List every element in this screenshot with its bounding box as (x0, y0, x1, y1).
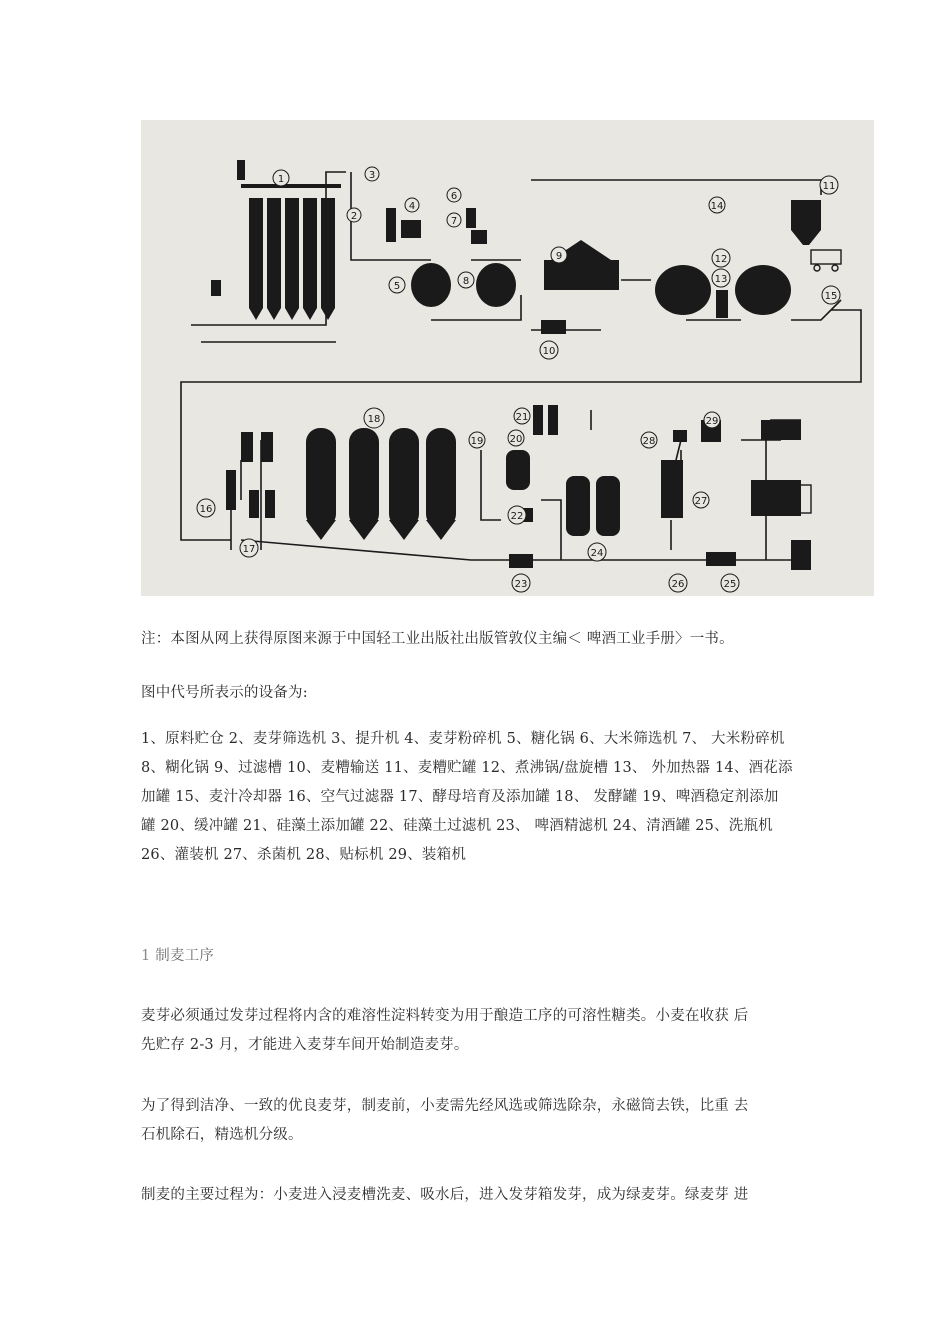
svg-text:1: 1 (277, 174, 285, 185)
diagram-label-5 (389, 277, 405, 293)
equipment-legend (141, 725, 821, 870)
diagram-label-3 (365, 167, 379, 181)
paragraph-line: 为了得到洁净、一致的优良麦芽，制麦前，小麦需先经风选或筛选除杂，永磁筒去铁，比重 去 (141, 1098, 749, 1114)
svg-text:16: 16 (199, 504, 213, 515)
svg-text:3: 3 (368, 170, 376, 181)
diagram-label-25 (721, 574, 739, 592)
paragraph-line: 石机除石，精选机分级。 (141, 1127, 303, 1143)
svg-text:12: 12 (714, 254, 728, 265)
diagram-label-8 (458, 272, 474, 288)
diagram-label-11 (820, 176, 838, 194)
svg-text:24: 24 (590, 548, 604, 559)
svg-text:27: 27 (694, 496, 708, 507)
svg-text:9: 9 (555, 251, 563, 262)
diagram-label-16 (197, 499, 215, 517)
diagram-svg (141, 120, 874, 596)
diagram-label-4 (405, 198, 419, 212)
svg-text:20: 20 (509, 434, 523, 445)
diagram-label-9 (551, 247, 567, 263)
diagram-label-28 (641, 432, 657, 448)
svg-text:10: 10 (542, 346, 556, 357)
diagram-label-23 (512, 574, 530, 592)
section-number: 1 (141, 948, 151, 964)
svg-text:15: 15 (824, 291, 838, 302)
diagram-label-29 (704, 412, 720, 428)
section-title: 制麦工序 (155, 948, 215, 964)
svg-text:19: 19 (470, 436, 484, 447)
svg-text:22: 22 (510, 511, 524, 522)
legend-line: 罐 20、缓冲罐 21、硅藻土添加罐 22、硅藻土过滤机 23、 啤酒精滤机 24、清酒罐 25、洗瓶机 (141, 818, 773, 834)
diagram-label-14 (709, 197, 725, 213)
paragraph (141, 1002, 821, 1060)
paragraph (141, 1092, 821, 1150)
diagram-label-10 (540, 341, 558, 359)
diagram-label-17 (240, 539, 258, 557)
svg-text:5: 5 (393, 281, 401, 292)
diagram-label-13 (712, 269, 730, 287)
diagram-label-20 (508, 430, 524, 446)
svg-text:21: 21 (515, 412, 529, 423)
diagram-label-2 (347, 208, 361, 222)
diagram-label-12 (712, 249, 730, 267)
diagram-label-22 (508, 506, 526, 524)
paragraph-line: 麦芽必须通过发芽过程将内含的难溶性淀料转变为用于酿造工序的可溶性糖类。小麦在收获 后 (141, 1008, 749, 1024)
diagram-label-1 (273, 170, 289, 186)
svg-text:23: 23 (514, 579, 528, 590)
diagram-label-27 (693, 492, 709, 508)
figure-note: 注：本图从网上获得原图来源于中国轻工业出版社出版管敦仪主编＜ 啤酒工业手册〉一书。 (141, 631, 734, 647)
diagram-label-15 (822, 286, 840, 304)
svg-text:26: 26 (671, 579, 685, 590)
svg-text:18: 18 (367, 414, 381, 425)
svg-text:28: 28 (642, 436, 656, 447)
legend-line: 26、灌装机 27、杀菌机 28、贴标机 29、装箱机 (141, 847, 467, 863)
legend-line: 1、原料贮仓 2、麦芽筛选机 3、提升机 4、麦芽粉碎机 5、糖化锅 6、大米筛选机 7、 大米粉碎机 (141, 731, 785, 747)
svg-text:6: 6 (450, 191, 458, 202)
svg-text:7: 7 (450, 216, 458, 227)
paragraph (141, 1182, 821, 1208)
legend-line: 8、糊化锅 9、过滤槽 10、麦糟输送 11、麦糟贮罐 12、煮沸锅/盘旋槽 13、 外加热器 14、酒花添 (141, 760, 793, 776)
svg-text:17: 17 (242, 544, 256, 555)
svg-text:8: 8 (462, 276, 470, 287)
fermenters (226, 405, 811, 570)
section-heading (141, 943, 821, 969)
svg-text:29: 29 (705, 416, 719, 427)
svg-text:13: 13 (714, 274, 728, 285)
diagram-label-24 (588, 543, 606, 561)
svg-text:4: 4 (408, 201, 416, 212)
legend-line: 加罐 15、麦汁冷却器 16、空气过滤器 17、酵母培育及添加罐 18、 发酵罐 19、啤酒稳定剂添加 (141, 789, 779, 805)
diagram-label-7 (447, 213, 461, 227)
svg-text:14: 14 (710, 201, 724, 212)
diagram-label-19 (469, 432, 485, 448)
svg-text:25: 25 (723, 579, 737, 590)
paragraph-line: 制麦的主要过程为：小麦进入浸麦槽洗麦、吸水后，进入发芽箱发芽，成为绿麦芽。绿麦芽 进 (141, 1187, 749, 1203)
svg-text:11: 11 (822, 181, 836, 192)
diagram-label-18 (364, 408, 384, 428)
svg-text:2: 2 (350, 211, 358, 222)
diagram-label-21 (514, 408, 530, 424)
diagram-label-6 (447, 188, 461, 202)
legend-caption: 图中代号所表示的设备为: (141, 685, 308, 701)
process-flow-diagram (141, 120, 874, 596)
paragraph-line: 先贮存 2-3 月，才能进入麦芽车间开始制造麦芽。 (141, 1037, 469, 1053)
diagram-label-26 (669, 574, 687, 592)
